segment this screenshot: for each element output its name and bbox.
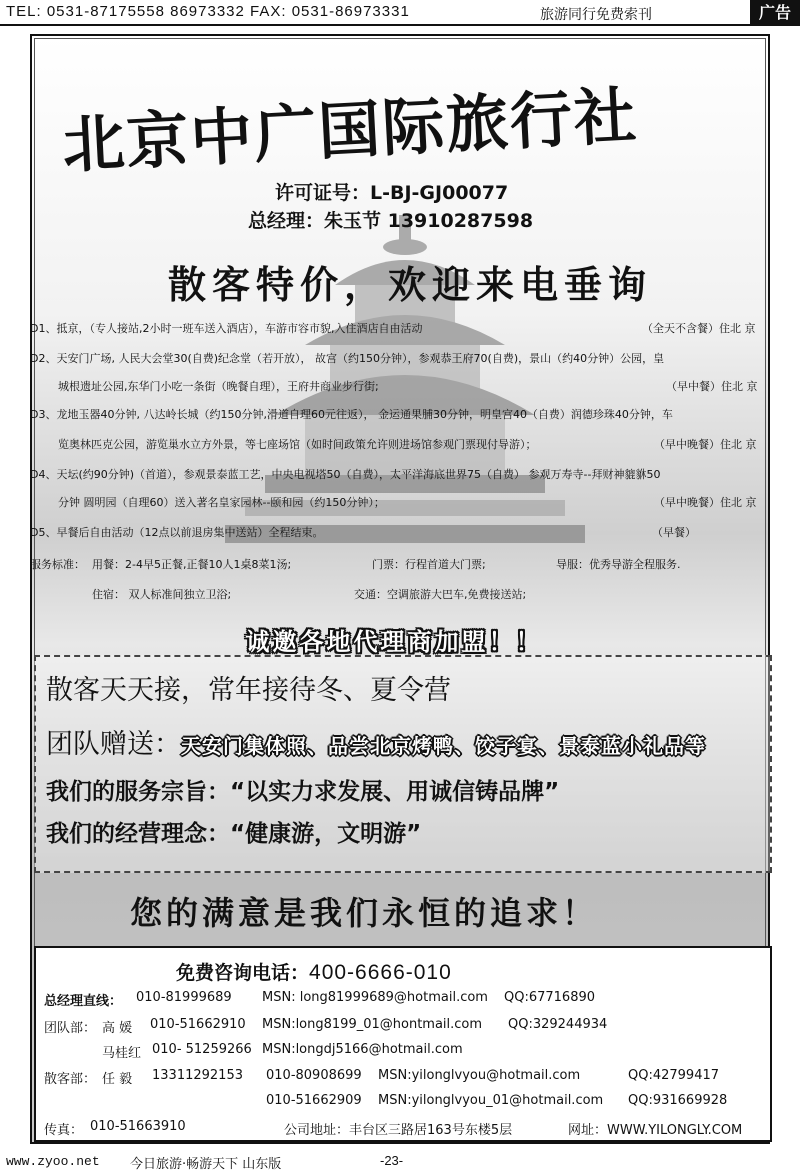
itinerary-text: D1、抵京，（专人接站,2小时一班车送入酒店），车游市容市貌,入住酒店自由活动: [30, 322, 423, 335]
gm-row: [44, 990, 122, 1009]
retail-msn-2: MSN:yilonglvyou_01@hotmail.com: [378, 1093, 604, 1108]
gm-label: 总经理直线：: [44, 994, 123, 1009]
team1-msn: MSN:long8199_01@hontmail.com: [262, 1017, 483, 1032]
header-contact: TEL: 0531-87175558 86973332 FAX: 0531-86973331: [6, 3, 410, 20]
team2-msn: MSN:longdj5166@hotmail.com: [262, 1042, 463, 1057]
gm-qq: QQ:67716890: [504, 990, 596, 1005]
service-guide: 导服：优秀导游全程服务.: [556, 558, 681, 571]
license-number: 许可证号：L-BJ-GJ00077: [275, 182, 509, 204]
service-lodging: 住宿： 双人标准间独立卫浴;: [92, 588, 232, 601]
itinerary-text: D4、天坛(约90分钟)（首道），参观景泰蓝工艺，中央电视塔50（自费），太平洋海底世界75（自费） 参观万寿寺--拜财神貔貅50: [30, 468, 661, 481]
service-tickets: 门票：行程首道大门票;: [372, 558, 486, 571]
publication-name: 旅游同行免费索刊: [540, 7, 652, 23]
itinerary-meal: （早中晚餐）住北 京: [654, 438, 757, 451]
itinerary-day-3-cont: [58, 436, 757, 454]
company-address: 公司地址：丰台区三路居163号东楼5层: [284, 1123, 513, 1138]
team-label: 团队部：: [44, 1021, 97, 1036]
itinerary-day-4-cont: [58, 494, 757, 512]
service-transport: 交通：空调旅游大巴车,免费接送站;: [354, 588, 527, 601]
itinerary-text: 城根遗址公园,东华门小吃一条街（晚餐自理），王府井商业步行街;: [58, 380, 379, 393]
team1-phone: 010-51662910: [150, 1017, 246, 1032]
page-header: [0, 0, 800, 26]
service-standard-label: 服务标准：: [30, 558, 85, 571]
gm-msn: MSN: long81999689@hotmail.com: [262, 990, 488, 1005]
retail-qq-1: QQ:42799417: [628, 1068, 720, 1083]
promo-line-daily: 散客天天接，常年接待冬、夏令营: [46, 675, 451, 706]
retail-label: 散客部：: [44, 1072, 97, 1087]
fax-label: 传真：: [44, 1123, 84, 1138]
itinerary-meal: （早餐）: [652, 526, 696, 539]
promo-line-gifts: [46, 722, 706, 761]
itinerary-day-5: [30, 524, 696, 542]
page-footer: [0, 1152, 800, 1172]
retail-msn-1: MSN:yilonglvyou@hotmail.com: [378, 1068, 581, 1083]
itinerary-text: D3、龙地玉器40分钟, 八达岭长城（约150分钟,滑道自理60元往返）， 金运通果脯30分钟，明皇宫40（自费）润德珍珠40分钟，车: [30, 408, 673, 421]
itinerary-day-2-cont: [58, 378, 758, 396]
team1-name: 高 媛: [102, 1021, 133, 1036]
agent-recruit-banner: 诚邀各地代理商加盟！！: [245, 628, 543, 656]
itinerary-day-3: [30, 406, 673, 424]
team2-phone: 010- 51259266: [152, 1042, 252, 1057]
page-number: -23-: [380, 1153, 404, 1168]
retail-qq-2: QQ:931669928: [628, 1093, 728, 1108]
retail-name: 任 毅: [102, 1072, 133, 1087]
team1-qq: QQ:329244934: [508, 1017, 608, 1032]
service-tenet: 我们的服务宗旨：“以实力求发展、用诚信铸品牌”: [46, 779, 560, 805]
agency-name: 北京中广国际旅行社: [60, 78, 640, 182]
itinerary-text: D5、早餐后自由活动（12点以前退房集中送站）全程结束。: [30, 526, 324, 539]
gm-phone: 010-81999689: [136, 990, 232, 1005]
hotline-label: 免费咨询电话：: [176, 962, 310, 984]
general-manager: 总经理：朱玉节 13910287598: [248, 210, 534, 232]
team2-name: 马桂红: [102, 1046, 142, 1061]
company-website: 网址：WWW.YILONGLY.COM: [568, 1123, 743, 1138]
gift-list: 天安门集体照、品尝北京烤鸭、饺子宴、景泰蓝小礼品等: [181, 734, 706, 758]
footer-motto: 今日旅游·畅游天下 山东版: [130, 1157, 282, 1172]
itinerary-day-2: [30, 350, 664, 368]
slogan: 您的满意是我们永恒的追求！: [130, 894, 599, 932]
retail-phone-1: 010-80908699: [266, 1068, 362, 1083]
retail-phone-2: 010-51662909: [266, 1093, 362, 1108]
gift-label: 团队赠送：: [46, 729, 181, 760]
itinerary-day-1: [30, 320, 756, 338]
retail-mobile: 13311292153: [152, 1068, 243, 1083]
fax-number: 010-51663910: [90, 1119, 186, 1134]
itinerary-text: 览奥林匹克公园，游览巢水立方外景，等七座场馆（如时间政策允许则进场馆参观门票现付导游）；: [58, 438, 537, 451]
free-hotline: [176, 958, 452, 985]
itinerary-meal: （全天不含餐）住北 京: [642, 322, 756, 335]
headline: 散客特价，欢迎来电垂询: [167, 262, 652, 307]
ad-tag: 广告: [750, 0, 800, 26]
itinerary-meal: （早中餐）住北 京: [666, 380, 758, 393]
service-meals: 用餐：2-4早5正餐,正餐10人1桌8菜1汤;: [92, 558, 292, 571]
itinerary-meal: （早中晚餐）住北 京: [654, 496, 757, 509]
itinerary-day-4: [30, 466, 660, 484]
hotline-number: 400-6666-010: [309, 961, 452, 984]
business-philosophy: 我们的经营理念：“健康游，文明游”: [46, 821, 422, 847]
itinerary-text: D2、天安门广场, 人民大会堂30(自费)纪念堂（若开放）， 故宫（约150分钟），参观恭王府70(自费)，景山（约40分钟）公园，皇: [30, 352, 665, 365]
itinerary-text: 分钟 圆明园（自理60）送入著名皇家园林--颐和园（约150分钟）；: [58, 496, 385, 509]
footer-website: www.zyoo.net: [6, 1154, 100, 1169]
